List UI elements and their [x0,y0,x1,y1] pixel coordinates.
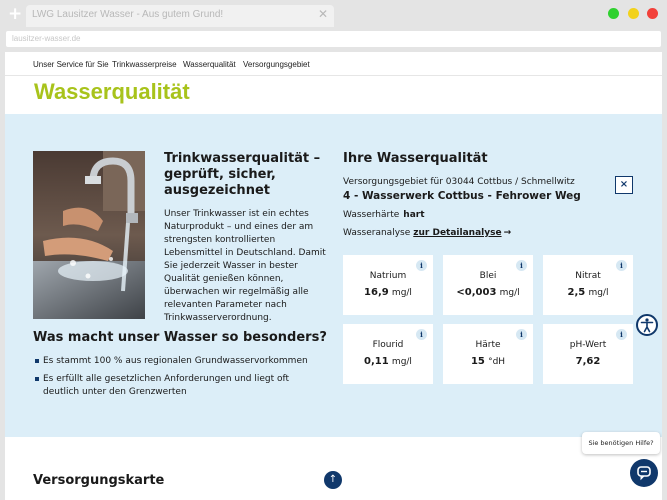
tab-close-icon[interactable]: ✕ [317,7,328,21]
waterworks-name: 4 - Wasserwerk Cottbus - Fehrower Weg [343,190,581,202]
info-icon[interactable]: i [416,260,427,271]
parameter-card-haerte [443,324,533,384]
info-icon[interactable]: i [616,329,627,340]
chat-button[interactable] [630,459,658,487]
scroll-to-top-button[interactable]: ↑ [324,471,342,489]
nav-item-service[interactable]: Unser Service für Sie [33,60,109,69]
bullet-item: Es stammt 100 % aus regionalen Grundwasservorkommen [33,355,323,368]
supply-map-heading: Versorgungskarte [33,473,165,488]
parameter-label: Flourid [372,340,404,350]
sub-navigation [5,52,662,76]
info-icon[interactable]: i [516,329,527,340]
bullet-item: Es erfüllt alle gesetzlichen Anforderungen und liegt oft deutlich unter den Grenzwerten [33,373,323,399]
info-icon[interactable]: i [416,329,427,340]
parameter-value: 15 °dH [470,356,506,367]
reset-location-button[interactable]: × [615,176,633,194]
browser-tab[interactable] [26,5,334,27]
detail-analysis-link[interactable]: zur Detailanalyse [413,228,502,238]
parameter-card-blei [443,255,533,315]
arrow-right-icon[interactable]: → [503,228,512,238]
accessibility-icon[interactable] [636,314,658,336]
window-close-button[interactable] [647,8,658,19]
chat-icon [630,459,658,487]
supply-area-text: Versorgungsgebiet für 03044 Cottbus / Schmellwitz [343,177,575,187]
parameter-label: Härte [475,340,501,350]
parameter-value: 2,5 mg/l [567,287,609,298]
info-icon[interactable]: i [616,260,627,271]
url-text: lausitzer-wasser.de [12,34,81,43]
browser-chrome [0,0,667,52]
parameter-value: 16,9 mg/l [364,287,412,298]
nav-item-quality[interactable]: Wasserqualität [183,60,236,69]
parameter-value: 7,62 [575,356,601,367]
window-maximize-button[interactable] [608,8,619,19]
parameter-value: <0,003 mg/l [456,287,520,298]
info-icon[interactable]: i [516,260,527,271]
quality-description: Unser Trinkwasser ist ein echtes Naturprodukt – und eines der am strengsten kontrollierten Lebensmittel in Deutschland. Damit Sie jederzeit Wasser in bester Qualität genießen können, überwachen wir regelmäßig alle relevanten Parameter nach Trinkwasserverordnung. [164,209,326,323]
parameter-value: 0,11 mg/l [364,356,412,367]
parameter-label: Nitrat [575,271,601,281]
hardness-value: hart [403,210,425,220]
analysis-row [343,228,511,238]
parameter-label: Natrium [369,271,407,281]
special-heading: Was macht unser Wasser so besonders? [33,330,327,345]
analysis-label: Wasseranalyse [343,228,411,238]
parameter-card-ph [543,324,633,384]
hardness-label: Wasserhärte [343,210,400,220]
address-bar[interactable] [6,31,661,47]
parameter-label: pH-Wert [569,340,607,350]
tab-title: LWG Lausitzer Wasser - Aus gutem Grund! [32,9,224,20]
help-bubble[interactable]: Sie benötigen Hilfe? [582,432,660,454]
quality-heading: Trinkwasserqualität – geprüft, sicher, ausgezeichnet [164,151,321,198]
parameter-card-natrium [343,255,433,315]
parameter-card-flourid [343,324,433,384]
nav-item-area[interactable]: Versorgungsgebiet [243,60,310,69]
parameter-card-nitrat [543,255,633,315]
page-title: Wasserqualität [34,79,190,104]
hardness-row [343,210,425,220]
page [5,52,662,500]
new-tab-icon[interactable]: + [8,4,23,24]
your-quality-heading: Ihre Wasserqualität [343,151,488,166]
nav-item-prices[interactable]: Trinkwasserpreise [112,60,177,69]
parameter-label: Blei [479,271,497,281]
tap-photo [33,151,145,319]
window-minimize-button[interactable] [628,8,639,19]
